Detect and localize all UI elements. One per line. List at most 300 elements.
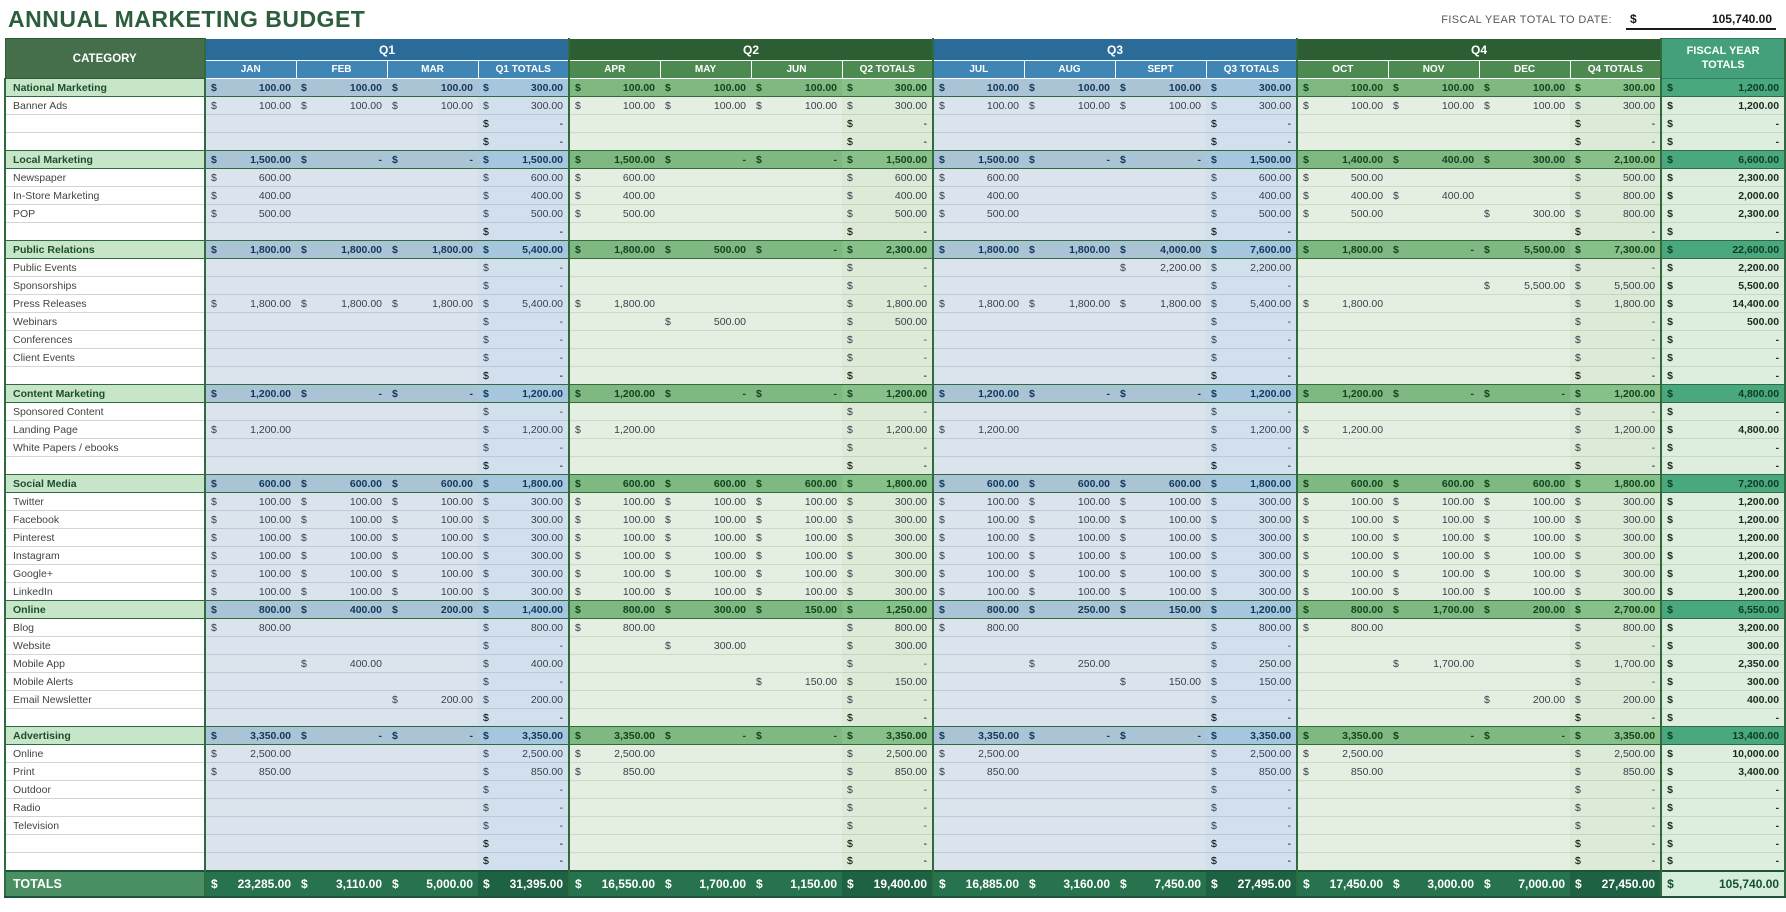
cell[interactable] [933, 133, 1024, 151]
cell[interactable] [1388, 295, 1479, 313]
cell[interactable] [296, 187, 387, 205]
cell[interactable] [387, 331, 478, 349]
row-label[interactable]: Newspaper [5, 169, 205, 187]
cell[interactable]: $ - [1115, 727, 1206, 745]
cell[interactable]: $ - [1570, 223, 1661, 241]
cell[interactable]: $ 2,200.00 [1661, 259, 1785, 277]
cell[interactable]: $ 300.00 [1206, 511, 1297, 529]
cell[interactable] [1297, 817, 1388, 835]
cell[interactable]: $ - [1206, 691, 1297, 709]
cell[interactable]: $ 100.00 [1297, 547, 1388, 565]
cell[interactable]: $ 100.00 [660, 97, 751, 115]
cell[interactable]: $ 150.00 [1115, 673, 1206, 691]
cell[interactable]: $ - [842, 817, 933, 835]
cell[interactable]: $ 150.00 [1115, 601, 1206, 619]
cell[interactable]: $ 250.00 [1024, 655, 1115, 673]
cell[interactable]: $ 300.00 [1570, 583, 1661, 601]
cell[interactable] [933, 799, 1024, 817]
cell[interactable] [1479, 133, 1570, 151]
cell[interactable]: $ - [1206, 853, 1297, 871]
cell[interactable]: $ - [1388, 727, 1479, 745]
cell[interactable]: $ 400.00 [1388, 151, 1479, 169]
cell[interactable]: $ 200.00 [478, 691, 569, 709]
cell[interactable] [660, 853, 751, 871]
cell[interactable]: $ 100.00 [1024, 565, 1115, 583]
cell[interactable] [296, 313, 387, 331]
cell[interactable] [1388, 853, 1479, 871]
cell[interactable] [1388, 817, 1479, 835]
cell[interactable]: $ 300.00 [1206, 493, 1297, 511]
cell[interactable]: $ 2,200.00 [1115, 259, 1206, 277]
cell[interactable] [1297, 691, 1388, 709]
cell[interactable] [1388, 133, 1479, 151]
cell[interactable] [660, 205, 751, 223]
cell[interactable]: $ - [478, 439, 569, 457]
cell[interactable]: $ 1,200.00 [933, 421, 1024, 439]
cell[interactable] [205, 457, 296, 475]
cell[interactable]: $ 100.00 [205, 583, 296, 601]
cell[interactable] [1024, 781, 1115, 799]
cell[interactable]: $ 400.00 [1388, 187, 1479, 205]
cell[interactable]: $ 600.00 [1479, 475, 1570, 493]
cell[interactable] [205, 277, 296, 295]
cell[interactable]: $ 800.00 [205, 619, 296, 637]
cell[interactable]: $ - [1024, 727, 1115, 745]
cell[interactable]: $ 150.00 [751, 601, 842, 619]
cell[interactable]: $ - [842, 799, 933, 817]
cell[interactable]: $ 1,200.00 [1570, 385, 1661, 403]
cell[interactable]: $ - [1479, 385, 1570, 403]
cell[interactable] [296, 259, 387, 277]
cell[interactable]: $ - [660, 385, 751, 403]
cell[interactable] [569, 655, 660, 673]
cell[interactable]: $ 1,200.00 [1297, 421, 1388, 439]
cell[interactable] [1479, 115, 1570, 133]
cell[interactable]: $ - [478, 709, 569, 727]
cell[interactable]: $ 800.00 [1206, 619, 1297, 637]
cell[interactable] [933, 277, 1024, 295]
cell[interactable]: $ 300.00 [842, 529, 933, 547]
cell[interactable] [660, 421, 751, 439]
cell[interactable] [1024, 277, 1115, 295]
cell[interactable]: $ 1,800.00 [296, 295, 387, 313]
cell[interactable] [1297, 403, 1388, 421]
cell[interactable]: $ - [296, 151, 387, 169]
cell[interactable] [1479, 817, 1570, 835]
cell[interactable]: $ 1,500.00 [205, 151, 296, 169]
cell[interactable] [1115, 277, 1206, 295]
cell[interactable]: $ 100.00 [1388, 529, 1479, 547]
cell[interactable] [933, 367, 1024, 385]
cell[interactable]: $ 5,000.00 [387, 871, 478, 897]
row-label[interactable]: Landing Page [5, 421, 205, 439]
cell[interactable]: $ - [478, 133, 569, 151]
cell[interactable]: $ 600.00 [205, 475, 296, 493]
cell[interactable]: $ 500.00 [1206, 205, 1297, 223]
cell[interactable]: $ 300.00 [478, 529, 569, 547]
cell[interactable]: $ 100.00 [933, 511, 1024, 529]
cell[interactable]: $ - [842, 457, 933, 475]
cell[interactable] [1115, 817, 1206, 835]
cell[interactable]: $ - [1661, 709, 1785, 727]
cell[interactable]: $ 1,800.00 [842, 295, 933, 313]
cell[interactable] [751, 367, 842, 385]
cell[interactable]: $ 100.00 [387, 493, 478, 511]
cell[interactable]: $ 1,800.00 [569, 295, 660, 313]
cell[interactable]: $ - [1024, 385, 1115, 403]
row-label[interactable] [5, 835, 205, 853]
row-label[interactable]: Facebook [5, 511, 205, 529]
cell[interactable]: $ - [751, 151, 842, 169]
cell[interactable] [296, 169, 387, 187]
cell[interactable] [1388, 673, 1479, 691]
cell[interactable]: $ 2,100.00 [1570, 151, 1661, 169]
cell[interactable]: $ 1,400.00 [1297, 151, 1388, 169]
cell[interactable] [933, 439, 1024, 457]
cell[interactable]: $ 850.00 [1570, 763, 1661, 781]
row-label[interactable]: Email Newsletter [5, 691, 205, 709]
row-label[interactable]: Mobile App [5, 655, 205, 673]
cell[interactable] [1115, 709, 1206, 727]
cell[interactable]: $ 600.00 [1206, 169, 1297, 187]
cell[interactable]: $ 2,200.00 [1206, 259, 1297, 277]
row-label[interactable]: Google+ [5, 565, 205, 583]
cell[interactable]: $ - [842, 439, 933, 457]
row-label[interactable] [5, 115, 205, 133]
row-label[interactable]: Social Media [5, 475, 205, 493]
cell[interactable]: $ 400.00 [205, 187, 296, 205]
cell[interactable] [387, 673, 478, 691]
cell[interactable]: $ - [1206, 457, 1297, 475]
cell[interactable] [1479, 295, 1570, 313]
cell[interactable]: $ 100.00 [1024, 511, 1115, 529]
cell[interactable]: $ 100.00 [751, 529, 842, 547]
cell[interactable] [1297, 331, 1388, 349]
cell[interactable]: $ - [1661, 223, 1785, 241]
cell[interactable]: $ 250.00 [1206, 655, 1297, 673]
cell[interactable]: $ 600.00 [1024, 475, 1115, 493]
cell[interactable] [205, 799, 296, 817]
cell[interactable]: $ 100.00 [751, 547, 842, 565]
cell[interactable]: $ 100.00 [1479, 493, 1570, 511]
cell[interactable]: $ 1,700.00 [1570, 655, 1661, 673]
cell[interactable] [751, 187, 842, 205]
cell[interactable]: $ 300.00 [1570, 529, 1661, 547]
cell[interactable]: $ 100.00 [569, 97, 660, 115]
cell[interactable] [296, 457, 387, 475]
cell[interactable]: $ 400.00 [1661, 691, 1785, 709]
cell[interactable] [1388, 169, 1479, 187]
cell[interactable]: $ 10,000.00 [1661, 745, 1785, 763]
cell[interactable] [387, 655, 478, 673]
cell[interactable] [205, 853, 296, 871]
cell[interactable]: $ - [478, 115, 569, 133]
cell[interactable] [751, 169, 842, 187]
cell[interactable]: $ 105,740.00 [1661, 871, 1785, 897]
cell[interactable] [1024, 223, 1115, 241]
cell[interactable] [1388, 745, 1479, 763]
cell[interactable]: $ 100.00 [205, 79, 296, 97]
cell[interactable] [1388, 619, 1479, 637]
cell[interactable] [569, 799, 660, 817]
cell[interactable]: $ 1,800.00 [387, 241, 478, 259]
cell[interactable] [933, 835, 1024, 853]
cell[interactable] [660, 691, 751, 709]
cell[interactable] [296, 799, 387, 817]
cell[interactable]: $ 100.00 [933, 97, 1024, 115]
cell[interactable]: $ 100.00 [1388, 565, 1479, 583]
cell[interactable]: $ 7,000.00 [1479, 871, 1570, 897]
cell[interactable]: $ 150.00 [842, 673, 933, 691]
cell[interactable]: $ - [842, 349, 933, 367]
cell[interactable]: $ 1,400.00 [478, 601, 569, 619]
cell[interactable] [387, 115, 478, 133]
cell[interactable]: $ - [1661, 457, 1785, 475]
cell[interactable] [1024, 421, 1115, 439]
cell[interactable] [296, 637, 387, 655]
row-label[interactable]: LinkedIn [5, 583, 205, 601]
cell[interactable]: $ 500.00 [1661, 313, 1785, 331]
cell[interactable] [751, 403, 842, 421]
cell[interactable] [1388, 223, 1479, 241]
cell[interactable] [569, 223, 660, 241]
cell[interactable] [1115, 655, 1206, 673]
row-label[interactable]: Webinars [5, 313, 205, 331]
cell[interactable]: $ 300.00 [478, 511, 569, 529]
cell[interactable]: $ 600.00 [1115, 475, 1206, 493]
cell[interactable]: $ 3,350.00 [1297, 727, 1388, 745]
cell[interactable]: $ 7,600.00 [1206, 241, 1297, 259]
cell[interactable]: $ 100.00 [296, 97, 387, 115]
cell[interactable]: $ 100.00 [205, 547, 296, 565]
cell[interactable]: $ - [478, 673, 569, 691]
row-label[interactable]: National Marketing [5, 79, 205, 97]
cell[interactable]: $ 100.00 [660, 79, 751, 97]
cell[interactable] [569, 403, 660, 421]
cell[interactable] [387, 781, 478, 799]
cell[interactable] [660, 295, 751, 313]
cell[interactable] [1297, 277, 1388, 295]
cell[interactable] [933, 637, 1024, 655]
cell[interactable]: $ 800.00 [1297, 619, 1388, 637]
cell[interactable]: $ - [1206, 313, 1297, 331]
cell[interactable] [1297, 133, 1388, 151]
cell[interactable] [296, 619, 387, 637]
cell[interactable]: $ - [1661, 403, 1785, 421]
cell[interactable] [1115, 457, 1206, 475]
cell[interactable] [387, 439, 478, 457]
cell[interactable] [387, 277, 478, 295]
cell[interactable]: $ 1,800.00 [1024, 241, 1115, 259]
row-label[interactable]: Instagram [5, 547, 205, 565]
cell[interactable] [205, 259, 296, 277]
cell[interactable] [569, 367, 660, 385]
cell[interactable]: $ 200.00 [1479, 601, 1570, 619]
cell[interactable]: $ 100.00 [933, 565, 1024, 583]
cell[interactable]: $ 600.00 [933, 169, 1024, 187]
cell[interactable] [296, 403, 387, 421]
cell[interactable] [296, 115, 387, 133]
cell[interactable]: $ 5,400.00 [478, 295, 569, 313]
cell[interactable]: $ 850.00 [842, 763, 933, 781]
cell[interactable]: $ - [842, 835, 933, 853]
cell[interactable] [1479, 187, 1570, 205]
cell[interactable] [660, 673, 751, 691]
cell[interactable] [751, 349, 842, 367]
cell[interactable] [933, 781, 1024, 799]
cell[interactable] [751, 439, 842, 457]
cell[interactable] [1115, 835, 1206, 853]
cell[interactable]: $ 500.00 [1570, 169, 1661, 187]
cell[interactable] [205, 691, 296, 709]
cell[interactable]: $ 100.00 [1297, 583, 1388, 601]
cell[interactable] [296, 439, 387, 457]
cell[interactable] [387, 187, 478, 205]
cell[interactable] [296, 133, 387, 151]
cell[interactable] [660, 403, 751, 421]
cell[interactable]: $ 300.00 [1570, 79, 1661, 97]
cell[interactable]: $ 1,200.00 [1661, 79, 1785, 97]
cell[interactable]: $ 100.00 [387, 529, 478, 547]
cell[interactable]: $ 27,495.00 [1206, 871, 1297, 897]
cell[interactable]: $ 3,350.00 [933, 727, 1024, 745]
cell[interactable]: $ 300.00 [1570, 511, 1661, 529]
cell[interactable] [1024, 835, 1115, 853]
cell[interactable] [751, 853, 842, 871]
row-label[interactable] [5, 457, 205, 475]
cell[interactable]: $ 800.00 [842, 619, 933, 637]
cell[interactable] [1479, 403, 1570, 421]
cell[interactable] [1115, 763, 1206, 781]
cell[interactable]: $ 800.00 [1570, 619, 1661, 637]
cell[interactable] [1297, 259, 1388, 277]
cell[interactable]: $ 2,300.00 [1661, 169, 1785, 187]
cell[interactable] [1024, 259, 1115, 277]
cell[interactable] [1479, 223, 1570, 241]
cell[interactable] [933, 709, 1024, 727]
cell[interactable]: $ 800.00 [1570, 205, 1661, 223]
cell[interactable]: $ 1,200.00 [1661, 583, 1785, 601]
cell[interactable] [1024, 187, 1115, 205]
cell[interactable]: $ 300.00 [1479, 205, 1570, 223]
cell[interactable] [387, 313, 478, 331]
cell[interactable]: $ 100.00 [1297, 79, 1388, 97]
cell[interactable]: $ 400.00 [478, 187, 569, 205]
cell[interactable] [751, 781, 842, 799]
cell[interactable]: $ 100.00 [1024, 529, 1115, 547]
cell[interactable] [569, 259, 660, 277]
cell[interactable] [1024, 205, 1115, 223]
cell[interactable] [1024, 439, 1115, 457]
cell[interactable]: $ 5,500.00 [1479, 277, 1570, 295]
cell[interactable] [1388, 313, 1479, 331]
cell[interactable]: $ 400.00 [569, 187, 660, 205]
cell[interactable] [751, 709, 842, 727]
cell[interactable]: $ 600.00 [751, 475, 842, 493]
cell[interactable]: $ - [478, 223, 569, 241]
cell[interactable]: $ 100.00 [1115, 583, 1206, 601]
cell[interactable] [1115, 637, 1206, 655]
cell[interactable] [1479, 439, 1570, 457]
cell[interactable]: $ 1,800.00 [1297, 295, 1388, 313]
cell[interactable]: $ 100.00 [296, 583, 387, 601]
cell[interactable] [1388, 691, 1479, 709]
cell[interactable]: $ 100.00 [1297, 511, 1388, 529]
cell[interactable] [751, 691, 842, 709]
cell[interactable]: $ 300.00 [1570, 565, 1661, 583]
cell[interactable] [569, 673, 660, 691]
cell[interactable]: $ - [1479, 727, 1570, 745]
cell[interactable]: $ 400.00 [1206, 187, 1297, 205]
cell[interactable]: $ 200.00 [1479, 691, 1570, 709]
cell[interactable]: $ 300.00 [1206, 529, 1297, 547]
cell[interactable] [933, 673, 1024, 691]
cell[interactable] [1024, 169, 1115, 187]
cell[interactable]: $ 1,500.00 [842, 151, 933, 169]
cell[interactable] [751, 817, 842, 835]
cell[interactable]: $ 500.00 [205, 205, 296, 223]
cell[interactable] [751, 799, 842, 817]
cell[interactable] [1115, 619, 1206, 637]
cell[interactable]: $ - [1661, 781, 1785, 799]
cell[interactable]: $ 100.00 [1297, 493, 1388, 511]
cell[interactable] [205, 331, 296, 349]
cell[interactable]: $ 500.00 [660, 241, 751, 259]
cell[interactable]: $ - [1570, 349, 1661, 367]
cell[interactable]: $ - [1115, 385, 1206, 403]
cell[interactable]: $ 100.00 [387, 97, 478, 115]
cell[interactable] [660, 187, 751, 205]
cell[interactable] [1024, 457, 1115, 475]
cell[interactable] [1479, 331, 1570, 349]
row-label[interactable]: Press Releases [5, 295, 205, 313]
cell[interactable]: $ 100.00 [1024, 493, 1115, 511]
cell[interactable]: $ 1,200.00 [1661, 97, 1785, 115]
cell[interactable]: $ 5,400.00 [1206, 295, 1297, 313]
cell[interactable]: $ 150.00 [1206, 673, 1297, 691]
cell[interactable]: $ 300.00 [1206, 583, 1297, 601]
cell[interactable]: $ 3,350.00 [569, 727, 660, 745]
cell[interactable]: $ 800.00 [933, 619, 1024, 637]
cell[interactable]: $ - [1206, 367, 1297, 385]
cell[interactable] [387, 709, 478, 727]
row-label[interactable]: TOTALS [5, 871, 205, 897]
row-label[interactable]: White Papers / ebooks [5, 439, 205, 457]
cell[interactable] [387, 223, 478, 241]
row-label[interactable]: Client Events [5, 349, 205, 367]
cell[interactable]: $ 27,450.00 [1570, 871, 1661, 897]
cell[interactable]: $ 14,400.00 [1661, 295, 1785, 313]
cell[interactable]: $ - [478, 331, 569, 349]
cell[interactable]: $ 16,550.00 [569, 871, 660, 897]
cell[interactable]: $ 100.00 [1479, 583, 1570, 601]
cell[interactable]: $ - [842, 781, 933, 799]
cell[interactable] [296, 331, 387, 349]
cell[interactable]: $ - [478, 637, 569, 655]
cell[interactable]: $ 850.00 [478, 763, 569, 781]
cell[interactable]: $ 100.00 [751, 511, 842, 529]
cell[interactable]: $ 100.00 [1297, 97, 1388, 115]
cell[interactable] [296, 421, 387, 439]
cell[interactable]: $ - [1570, 403, 1661, 421]
cell[interactable] [1388, 457, 1479, 475]
cell[interactable]: $ 100.00 [933, 583, 1024, 601]
cell[interactable]: $ - [1570, 835, 1661, 853]
cell[interactable]: $ - [1661, 367, 1785, 385]
cell[interactable]: $ - [478, 403, 569, 421]
cell[interactable] [569, 331, 660, 349]
cell[interactable] [660, 439, 751, 457]
